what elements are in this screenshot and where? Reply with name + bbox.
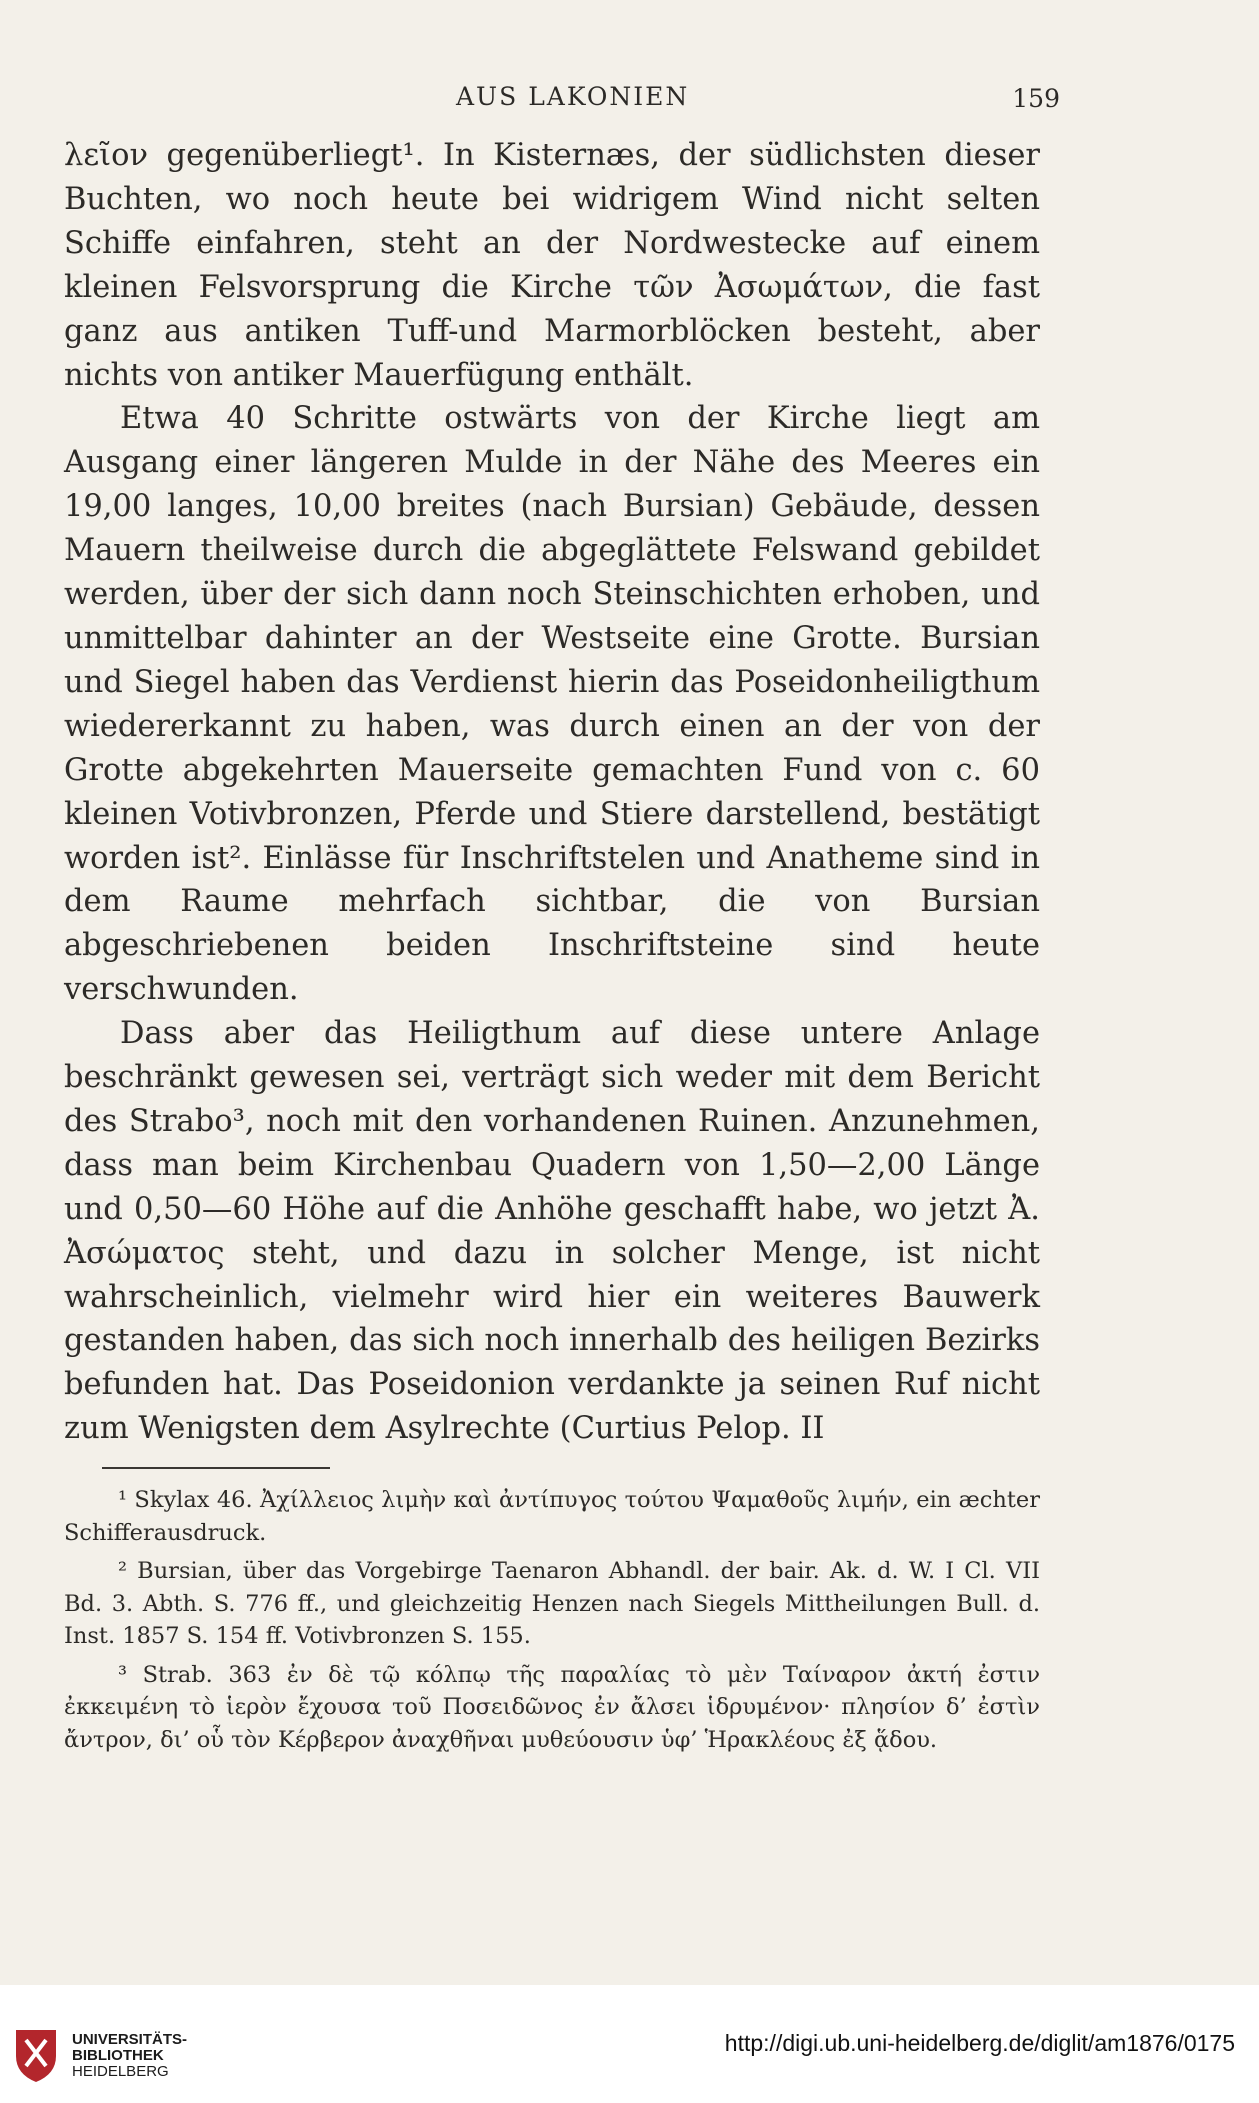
library-name-line-3: HEIDELBERG: [72, 2063, 169, 2080]
running-title: AUS LAKONIEN: [456, 82, 690, 111]
paragraph-3: Dass aber das Heiligthum auf diese untere Anlage beschränkt gewesen sei, verträgt sich weder mit dem Bericht des Strabo³, noch mit den vorhandenen Ruinen. Anzunehmen, dass man beim Kirchenbau Quadern von 1,50—2,00 Länge und 0,50—60 Höhe auf die Anhöhe geschafft habe, wo jetzt Ἀ. Ἀσώματος steht, und dazu in solcher Menge, ist nicht wahrscheinlich, vielmehr wird hier ein weiteres Bauwerk gestanden haben, das sich noch innerhalb des heiligen Bezirks befunden hat. Das Poseidonion verdankte ja seinen Ruf nicht zum Wenigsten dem Asylrechte (Curtius Pelop. II: [64, 1016, 1040, 1447]
library-name-line-2: BIBLIOTHEK: [72, 2047, 164, 2064]
footnote-divider: [102, 1467, 330, 1469]
digitization-footer: [0, 1985, 1259, 2103]
library-name: [72, 2032, 187, 2080]
main-text: [64, 134, 1040, 1451]
footnotes: [64, 1484, 1040, 1762]
library-name-line-1: UNIVERSITÄTS-: [72, 2031, 188, 2048]
source-url-link[interactable]: http://digi.ub.uni-heidelberg.de/diglit/am1876/0175: [724, 2030, 1235, 2056]
university-library-logo-icon: [12, 2026, 60, 2084]
paragraph-2: Etwa 40 Schritte ostwärts von der Kirche liegt am Ausgang einer längeren Mulde in der Nähe des Meeres ein 19,00 langes, 10,00 breites (nach Bursian) Gebäude, dessen Mauern theilweise durch die abgeglättete Felswand gebildet werden, über der sich dann noch Steinschichten erhoben, und unmittelbar dahinter an der Westseite eine Grotte. Bursian und Siegel haben das Verdienst hierin das Poseidonheiligthum wiedererkannt zu haben, was durch einen an der von der Grotte abgekehrten Mauerseite gemachten Fund von c. 60 kleinen Votivbronzen, Pferde und Stiere darstellend, bestätigt worden ist². Einlässe für Inschriftstelen und Anatheme sind in dem Raume mehrfach sichtbar, die von Bursian abgeschriebenen beiden Inschriftsteine sind heute verschwunden.: [64, 401, 1040, 1008]
paragraph-1: λεῖον gegenüberliegt¹. In Kisternæs, der südlichsten dieser Buchten, wo noch heute bei widrigem Wind nicht selten Schiffe einfahren, steht an der Nordwestecke auf einem kleinen Felsvorsprung die Kirche τῶν Ἀσωμάτων, die fast ganz aus antiken Tuff-und Marmorblöcken besteht, aber nichts von antiker Mauerfügung enthält.: [64, 138, 1040, 393]
footnote-1: ¹ Skylax 46. Ἀχίλλειος λιμὴν καὶ ἀντίπυγος τούτου Ψαμαθοῦς λιμήν, ein æchter Schifferausdruck.: [64, 1487, 1040, 1546]
footnote-3: ³ Strab. 363 ἐν δὲ τῷ κόλπῳ τῆς παραλίας τὸ μὲν Ταίναρον ἀκτή ἐστιν ἐκκειμένη τὸ ἱερὸν ἔχουσα τοῦ Ποσειδῶνος ἐν ἄλσει ἱδρυμένον· πλησίον δ’ ἐστὶν ἄντρον, δι’ οὗ τὸν Κέρβερον ἀναχθῆναι μυθεύουσιν ὑφ’ Ἡρακλέους ἐξ ᾅδου.: [64, 1661, 1040, 1753]
footnote-2: ² Bursian, über das Vorgebirge Taenaron Abhandl. der bair. Ak. d. W. I Cl. VII Bd. 3. Abth. S. 776 ff., und gleichzeitig Henzen nach Siegels Mittheilungen Bull. d. Inst. 1857 S. 154 ff. Votivbronzen S. 155.: [64, 1558, 1040, 1649]
page-number: 159: [1012, 84, 1060, 113]
page-header: [64, 82, 1060, 122]
